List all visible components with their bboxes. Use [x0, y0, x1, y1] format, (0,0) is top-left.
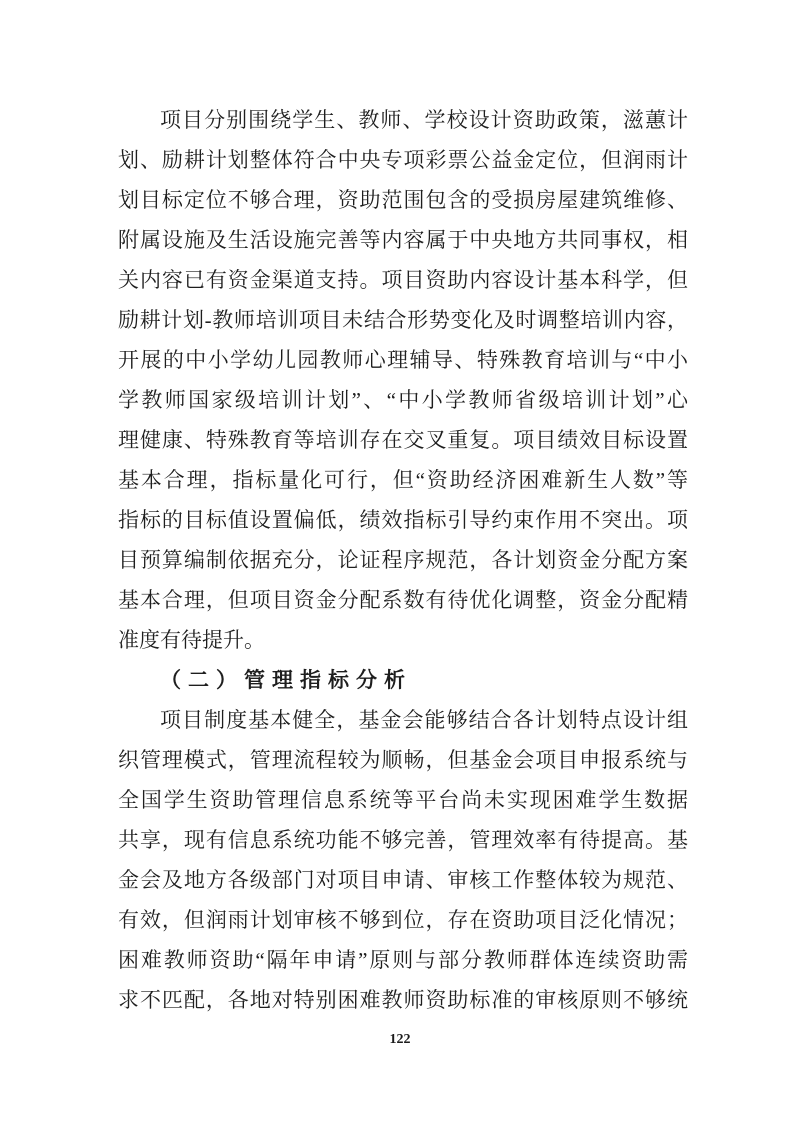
body-line: 求不匹配，各地对特别困难教师资助标准的审核原则不够统 [118, 988, 688, 1012]
text-block [118, 100, 688, 1020]
body-line: 指标的目标值设置偏低，绩效指标引导约束作用不突出。项 [118, 508, 688, 532]
body-line: 学教师国家级培训计划”、“中小学教师省级培训计划”心 [118, 388, 688, 412]
body-line: 项目制度基本健全，基金会能够结合各计划特点设计组 [160, 708, 688, 732]
body-line: 关内容已有资金渠道支持。项目资助内容设计基本科学，但 [118, 268, 688, 292]
body-line: 全国学生资助管理信息系统等平台尚未实现困难学生数据 [118, 788, 688, 812]
paragraph-2 [118, 700, 688, 1020]
body-line: 励耕计划-教师培训项目未结合形势变化及时调整培训内容， [118, 308, 688, 332]
body-line: 困难教师资助“隔年申请”原则与部分教师群体连续资助需 [118, 948, 688, 972]
body-line: 理健康、特殊教育等培训存在交叉重复。项目绩效目标设置 [118, 428, 688, 452]
body-line: 准度有待提升。 [118, 628, 265, 652]
body-line: 基本合理，但项目资金分配系数有待优化调整，资金分配精 [118, 588, 688, 612]
body-line: 金会及地方各级部门对项目申请、审核工作整体较为规范、 [118, 868, 688, 892]
body-line: 有效，但润雨计划审核不够到位，存在资助项目泛化情况； [118, 908, 688, 932]
section-heading: （二）管理指标分析 [160, 668, 412, 692]
body-line: 划目标定位不够合理，资助范围包含的受损房屋建筑维修、 [118, 188, 688, 212]
paragraph-1 [118, 100, 688, 660]
body-line: 目预算编制依据充分，论证程序规范，各计划资金分配方案 [118, 548, 688, 572]
page-number: 122 [389, 1032, 411, 1047]
body-line: 织管理模式，管理流程较为顺畅，但基金会项目申报系统与 [118, 748, 688, 772]
body-line: 开展的中小学幼儿园教师心理辅导、特殊教育培训与“中小 [118, 348, 688, 372]
body-line: 附属设施及生活设施完善等内容属于中央地方共同事权，相 [118, 228, 688, 252]
body-line: 项目分别围绕学生、教师、学校设计资助政策，滋蕙计 [160, 108, 688, 132]
body-line: 共享，现有信息系统功能不够完善，管理效率有待提高。基 [118, 828, 688, 852]
body-line: 划、励耕计划整体符合中央专项彩票公益金定位，但润雨计 [118, 148, 688, 172]
body-line: 基本合理，指标量化可行，但“资助经济困难新生人数”等 [118, 468, 688, 492]
